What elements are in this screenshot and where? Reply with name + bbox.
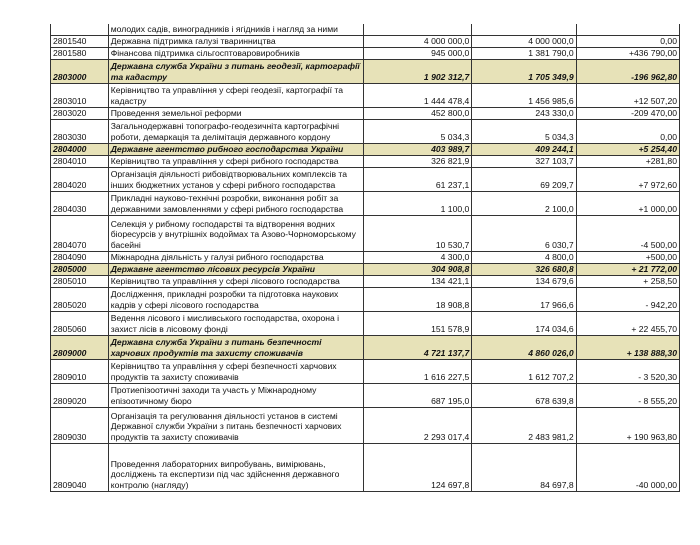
name-cell: Фінансова підтримка сільгосптоваровиробників <box>108 47 363 59</box>
plan-cell: 4 721 137,7 <box>363 335 471 359</box>
proposed-cell: 4 800,0 <box>472 251 576 263</box>
name-cell: Проведення лабораторних випробувань, вимірювань, досліджень та експертизи під час здійснення державного контролю (нагляду) <box>108 443 363 491</box>
code-cell: 2803010 <box>51 83 109 107</box>
code-cell: 2809040 <box>51 443 109 491</box>
proposed-cell: 6 030,7 <box>472 215 576 251</box>
proposed-cell: 69 209,7 <box>472 167 576 191</box>
code-cell: 2805020 <box>51 287 109 311</box>
proposed-cell: 134 679,6 <box>472 275 576 287</box>
name-cell: Керівництво та управління у сфері безпечності харчових продуктів та захисту споживачів <box>108 359 363 383</box>
difference-cell: +281,80 <box>576 155 679 167</box>
difference-cell: -4 500,00 <box>576 215 679 251</box>
proposed-cell: 1 381 790,0 <box>472 47 576 59</box>
difference-cell: - 942,20 <box>576 287 679 311</box>
plan-cell <box>363 24 471 35</box>
plan-cell: 326 821,9 <box>363 155 471 167</box>
name-cell: Дослідження, прикладні розробки та підготовка наукових кадрів у сфері лісового господарства <box>108 287 363 311</box>
table-section-row <box>51 59 680 83</box>
difference-cell: + 138 888,30 <box>576 335 679 359</box>
plan-cell: 403 989,7 <box>363 143 471 155</box>
table-row <box>51 24 680 35</box>
name-cell: Державна підтримка галузі тваринництва <box>108 35 363 47</box>
code-cell: 2804070 <box>51 215 109 251</box>
code-cell: 2805010 <box>51 275 109 287</box>
name-cell: Селекція у рибному господарстві та відтворення водних біоресурсів у внутрішніх водоймах та Азово-Чорноморському басейні <box>108 215 363 251</box>
difference-cell: +12 507,20 <box>576 83 679 107</box>
proposed-cell: 1 612 707,2 <box>472 359 576 383</box>
plan-cell: 4 300,0 <box>363 251 471 263</box>
code-cell: 2809000 <box>51 335 109 359</box>
proposed-cell: 327 103,7 <box>472 155 576 167</box>
budget-table <box>50 24 680 492</box>
difference-cell: 0,00 <box>576 35 679 47</box>
code-cell: 2804020 <box>51 167 109 191</box>
name-cell: Державна служба України з питань геодезії, картографії та кадастру <box>108 59 363 83</box>
proposed-cell: 409 244,1 <box>472 143 576 155</box>
proposed-cell: 17 966,6 <box>472 287 576 311</box>
proposed-cell: 1 456 985,6 <box>472 83 576 107</box>
table-row <box>51 359 680 383</box>
difference-cell: - 3 520,30 <box>576 359 679 383</box>
proposed-cell: 84 697,8 <box>472 443 576 491</box>
plan-cell: 945 000,0 <box>363 47 471 59</box>
table-row <box>51 383 680 407</box>
table-row <box>51 251 680 263</box>
plan-cell: 4 000 000,0 <box>363 35 471 47</box>
name-cell: Міжнародна діяльність у галузі рибного господарства <box>108 251 363 263</box>
proposed-cell: 174 034,6 <box>472 311 576 335</box>
table-section-row <box>51 335 680 359</box>
code-cell: 2803020 <box>51 107 109 119</box>
code-cell: 2805000 <box>51 263 109 275</box>
table-row <box>51 407 680 443</box>
name-cell: Керівництво та управління у сфері геодезії, картографії та кадастру <box>108 83 363 107</box>
plan-cell: 687 195,0 <box>363 383 471 407</box>
difference-cell: 0,00 <box>576 119 679 143</box>
name-cell: Організація та регулювання діяльності установ в системі Державної служби України з питань безпечності харчових продуктів та захисту споживачів <box>108 407 363 443</box>
name-cell: Державне агентство лісових ресурсів України <box>108 263 363 275</box>
plan-cell: 61 237,1 <box>363 167 471 191</box>
code-cell: 2804000 <box>51 143 109 155</box>
name-cell: Проведення земельної реформи <box>108 107 363 119</box>
plan-cell: 2 293 017,4 <box>363 407 471 443</box>
code-cell <box>51 24 109 35</box>
plan-cell: 1 444 478,4 <box>363 83 471 107</box>
table-row <box>51 167 680 191</box>
name-cell: молодих садів, виноградників і ягідників і нагляд за ними <box>108 24 363 35</box>
table-section-row <box>51 263 680 275</box>
difference-cell: -209 470,00 <box>576 107 679 119</box>
difference-cell: + 258,50 <box>576 275 679 287</box>
difference-cell: + 190 963,80 <box>576 407 679 443</box>
table-row <box>51 443 680 491</box>
name-cell: Організація діяльності рибовідтворювальних комплексів та інших бюджетних установ у сфері рибного господарства <box>108 167 363 191</box>
table-row <box>51 107 680 119</box>
plan-cell: 18 908,8 <box>363 287 471 311</box>
difference-cell: -40 000,00 <box>576 443 679 491</box>
code-cell: 2805060 <box>51 311 109 335</box>
code-cell: 2809010 <box>51 359 109 383</box>
table-row <box>51 155 680 167</box>
budget-table-body <box>51 24 680 491</box>
code-cell: 2804010 <box>51 155 109 167</box>
difference-cell: +7 972,60 <box>576 167 679 191</box>
name-cell: Ведення лісового і мисливського господарства, охорона і захист лісів в лісовому фонді <box>108 311 363 335</box>
proposed-cell: 326 680,8 <box>472 263 576 275</box>
name-cell: Керівництво та управління у сфері рибного господарства <box>108 155 363 167</box>
code-cell: 2809020 <box>51 383 109 407</box>
table-row <box>51 215 680 251</box>
table-section-row <box>51 143 680 155</box>
name-cell: Керівництво та управління у сфері лісового господарства <box>108 275 363 287</box>
plan-cell: 1 616 227,5 <box>363 359 471 383</box>
table-row <box>51 47 680 59</box>
difference-cell: +500,00 <box>576 251 679 263</box>
difference-cell: - 8 555,20 <box>576 383 679 407</box>
difference-cell: +1 000,00 <box>576 191 679 215</box>
difference-cell: + 22 455,70 <box>576 311 679 335</box>
table-row <box>51 191 680 215</box>
plan-cell: 304 908,8 <box>363 263 471 275</box>
plan-cell: 134 421,1 <box>363 275 471 287</box>
table-row <box>51 275 680 287</box>
table-row <box>51 287 680 311</box>
plan-cell: 151 578,9 <box>363 311 471 335</box>
proposed-cell: 4 000 000,0 <box>472 35 576 47</box>
code-cell: 2801580 <box>51 47 109 59</box>
plan-cell: 124 697,8 <box>363 443 471 491</box>
plan-cell: 1 100,0 <box>363 191 471 215</box>
code-cell: 2803000 <box>51 59 109 83</box>
difference-cell <box>576 24 679 35</box>
proposed-cell: 5 034,3 <box>472 119 576 143</box>
difference-cell: +436 790,00 <box>576 47 679 59</box>
proposed-cell: 2 100,0 <box>472 191 576 215</box>
table-row <box>51 119 680 143</box>
name-cell: Загальнодержавні топографо-геодезичнітa картографічні роботи, демаркація та делімітація державного кордону <box>108 119 363 143</box>
code-cell: 2804030 <box>51 191 109 215</box>
table-row <box>51 83 680 107</box>
difference-cell: + 21 772,00 <box>576 263 679 275</box>
plan-cell: 5 034,3 <box>363 119 471 143</box>
plan-cell: 1 902 312,7 <box>363 59 471 83</box>
proposed-cell <box>472 24 576 35</box>
code-cell: 2804090 <box>51 251 109 263</box>
code-cell: 2809030 <box>51 407 109 443</box>
code-cell: 2803030 <box>51 119 109 143</box>
plan-cell: 452 800,0 <box>363 107 471 119</box>
difference-cell: +5 254,40 <box>576 143 679 155</box>
code-cell: 2801540 <box>51 35 109 47</box>
proposed-cell: 4 860 026,0 <box>472 335 576 359</box>
proposed-cell: 2 483 981,2 <box>472 407 576 443</box>
proposed-cell: 1 705 349,9 <box>472 59 576 83</box>
name-cell: Державне агентство рибного господарства України <box>108 143 363 155</box>
name-cell: Протиепізоотичні заходи та участь у Міжнародному епізоотичному бюро <box>108 383 363 407</box>
table-row <box>51 35 680 47</box>
name-cell: Прикладні науково-технічні розробки, виконання робіт за державними замовленнями у сфері рибного господарства <box>108 191 363 215</box>
plan-cell: 10 530,7 <box>363 215 471 251</box>
table-row <box>51 311 680 335</box>
proposed-cell: 678 639,8 <box>472 383 576 407</box>
name-cell: Державна служба України з питань безпечності харчових продуктів та захисту споживачів <box>108 335 363 359</box>
proposed-cell: 243 330,0 <box>472 107 576 119</box>
difference-cell: -196 962,80 <box>576 59 679 83</box>
